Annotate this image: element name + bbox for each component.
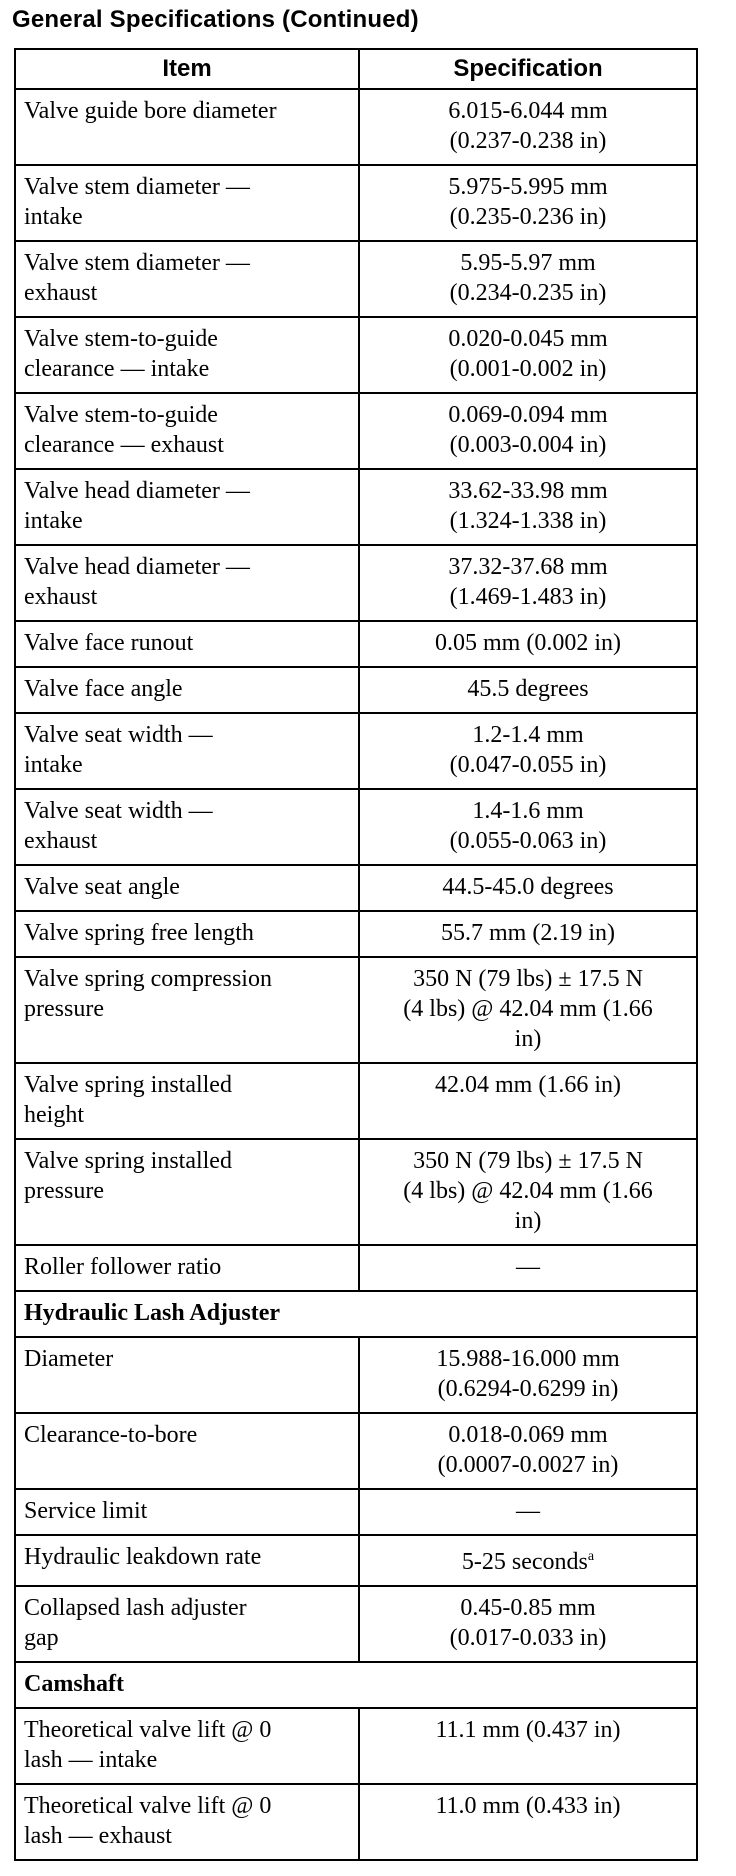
table-body — [15, 89, 697, 1860]
specification-value: 0.020-0.045 mm (0.001-0.002 in) — [448, 326, 608, 382]
specification-value: 0.069-0.094 mm (0.003-0.004 in) — [448, 402, 608, 458]
specification-cell — [359, 1245, 697, 1291]
specification-cell — [359, 469, 697, 545]
specification-cell — [359, 865, 697, 911]
specification-value: 0.018-0.069 mm (0.0007-0.0027 in) — [437, 1422, 619, 1478]
item-cell: Valve spring installed pressure — [15, 1139, 359, 1245]
specification-cell — [359, 789, 697, 865]
specification-cell — [359, 241, 697, 317]
table-row — [15, 1784, 697, 1860]
item-cell: Service limit — [15, 1489, 359, 1535]
specification-cell — [359, 1586, 697, 1662]
specification-value: — — [516, 1254, 540, 1280]
table-row — [15, 241, 697, 317]
specification-cell — [359, 713, 697, 789]
table-header-row — [15, 49, 697, 89]
item-cell: Valve stem diameter — exhaust — [15, 241, 359, 317]
table-row — [15, 621, 697, 667]
section-row-camshaft — [15, 1662, 697, 1708]
specification-value: 37.32-37.68 mm (1.469-1.483 in) — [448, 554, 608, 610]
item-cell: Valve face angle — [15, 667, 359, 713]
item-cell: Collapsed lash adjuster gap — [15, 1586, 359, 1662]
specification-value: 11.1 mm (0.437 in) — [435, 1717, 621, 1743]
specification-value: 350 N (79 lbs) ± 17.5 N (4 lbs) @ 42.04 mm (1.66 in) — [403, 966, 653, 1052]
item-cell: Hydraulic leakdown rate — [15, 1535, 359, 1586]
specification-value: 42.04 mm (1.66 in) — [435, 1072, 621, 1098]
table-row — [15, 1586, 697, 1662]
item-cell: Valve stem diameter — intake — [15, 165, 359, 241]
specification-cell — [359, 89, 697, 165]
specification-cell — [359, 165, 697, 241]
item-cell: Valve head diameter — intake — [15, 469, 359, 545]
specification-value: 15.988-16.000 mm (0.6294-0.6299 in) — [436, 1346, 620, 1402]
specification-value: — — [516, 1498, 540, 1524]
specification-cell — [359, 545, 697, 621]
specification-value: 33.62-33.98 mm (1.324-1.338 in) — [448, 478, 608, 534]
specification-value: 1.4-1.6 mm (0.055-0.063 in) — [449, 798, 607, 854]
table-row — [15, 89, 697, 165]
item-cell: Clearance-to-bore — [15, 1413, 359, 1489]
section-row-hydraulic-lash-adjuster — [15, 1291, 697, 1337]
table-row — [15, 865, 697, 911]
item-cell: Theoretical valve lift @ 0 lash — intake — [15, 1708, 359, 1784]
table-row — [15, 957, 697, 1063]
specification-cell — [359, 957, 697, 1063]
table-row — [15, 1708, 697, 1784]
specification-value: 44.5-45.0 degrees — [442, 874, 614, 900]
table-row — [15, 1489, 697, 1535]
table-row — [15, 911, 697, 957]
header-item: Item — [15, 49, 359, 89]
table-row — [15, 165, 697, 241]
specification-value: 350 N (79 lbs) ± 17.5 N (4 lbs) @ 42.04 mm (1.66 in) — [403, 1148, 653, 1234]
specification-cell — [359, 393, 697, 469]
specification-cell — [359, 1413, 697, 1489]
item-cell: Valve seat width — exhaust — [15, 789, 359, 865]
table-row — [15, 1413, 697, 1489]
table-row — [15, 789, 697, 865]
specification-cell — [359, 1708, 697, 1784]
specification-value: 11.0 mm (0.433 in) — [435, 1793, 621, 1819]
table-row — [15, 469, 697, 545]
specification-cell — [359, 667, 697, 713]
item-cell: Valve seat width — intake — [15, 713, 359, 789]
section-heading: Camshaft — [15, 1662, 697, 1708]
table-row — [15, 317, 697, 393]
item-cell: Valve face runout — [15, 621, 359, 667]
specification-cell — [359, 911, 697, 957]
header-specification: Specification — [359, 49, 697, 89]
item-cell: Valve spring compression pressure — [15, 957, 359, 1063]
item-cell: Valve stem-to-guide clearance — exhaust — [15, 393, 359, 469]
specification-cell — [359, 1139, 697, 1245]
table-row — [15, 713, 697, 789]
item-cell: Valve stem-to-guide clearance — intake — [15, 317, 359, 393]
specification-value: 6.015-6.044 mm (0.237-0.238 in) — [448, 98, 608, 154]
item-cell: Diameter — [15, 1337, 359, 1413]
table-row — [15, 393, 697, 469]
specification-value: 0.05 mm (0.002 in) — [435, 630, 621, 656]
specification-cell — [359, 1489, 697, 1535]
table-row — [15, 1063, 697, 1139]
table-row — [15, 1337, 697, 1413]
table-row — [15, 1245, 697, 1291]
item-cell: Valve seat angle — [15, 865, 359, 911]
footnote-marker: a — [587, 1549, 595, 1564]
section-heading: Hydraulic Lash Adjuster — [15, 1291, 697, 1337]
item-cell: Valve head diameter — exhaust — [15, 545, 359, 621]
specification-cell — [359, 317, 697, 393]
item-cell: Theoretical valve lift @ 0 lash — exhaust — [15, 1784, 359, 1860]
item-cell: Valve spring free length — [15, 911, 359, 957]
specification-value: 1.2-1.4 mm (0.047-0.055 in) — [449, 722, 607, 778]
specification-value: 0.45-0.85 mm (0.017-0.033 in) — [449, 1595, 607, 1651]
item-cell: Valve guide bore diameter — [15, 89, 359, 165]
table-row — [15, 1535, 697, 1586]
table-row — [15, 667, 697, 713]
table-row — [15, 545, 697, 621]
specification-value: 45.5 degrees — [467, 676, 589, 702]
item-cell: Valve spring installed height — [15, 1063, 359, 1139]
specification-cell — [359, 1784, 697, 1860]
specification-value: 55.7 mm (2.19 in) — [441, 920, 615, 946]
specification-cell — [359, 1063, 697, 1139]
item-cell: Roller follower ratio — [15, 1245, 359, 1291]
specification-cell — [359, 1337, 697, 1413]
table-row — [15, 1139, 697, 1245]
page-title: General Specifications (Continued) — [12, 6, 419, 33]
specification-value: 5-25 seconds — [461, 1549, 588, 1575]
specification-cell — [359, 1535, 697, 1586]
specification-value: 5.95-5.97 mm (0.234-0.235 in) — [449, 250, 607, 306]
specifications-table — [14, 48, 698, 1861]
specification-value: 5.975-5.995 mm (0.235-0.236 in) — [448, 174, 608, 230]
specification-cell — [359, 621, 697, 667]
